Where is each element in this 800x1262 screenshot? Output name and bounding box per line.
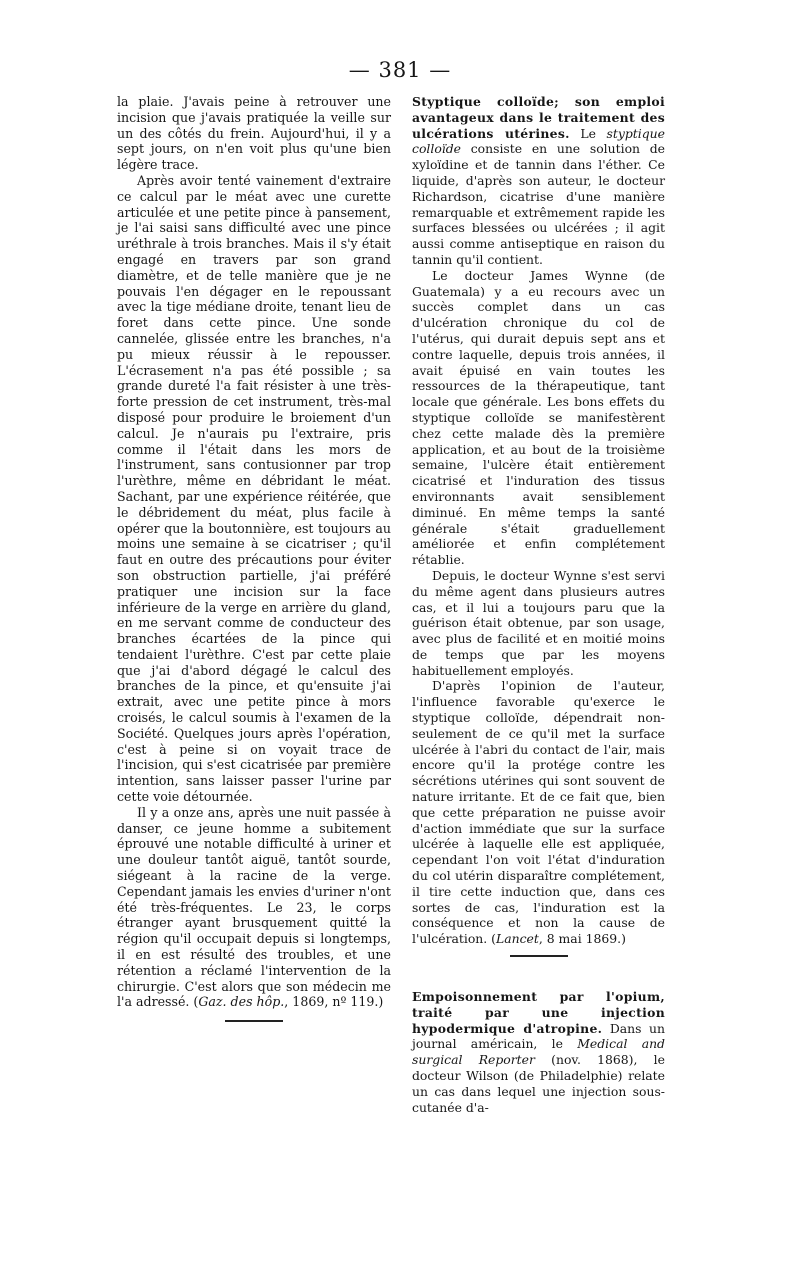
paragraph: Après avoir tenté vainement d'extraire ce calcul par le méat avec une curette articulée et une petite pince à pansement, je l'ai saisi sans difficulté avec une pince uréthrale à trois branches. Mais il s'y était engagé en travers par son grand diamètre, et de telle manière que je ne pouvais l'en dégager en le repoussant avec la tige médiane droite, tenant lieu de foret dans cette pince. Une sonde cannelée, glissée entre les branches, n'a pu mieux réussir à le repousser. L'écrasement n'a pas été possible ; sa grande dureté l'a fait résister à une très-forte pression de cet instrument, très-mal disposé pour produire le broiement d'un calcul. Je n'aurais pu l'extraire, pris comme il l'était dans les mors de l'instrument, sans contusionner par trop l'urèthre, même en débridant le méat. Sachant, par une expérience réitérée, que le débridement du méat, plus facile à opérer que la boutonnière, est toujours au moins une semaine à se cicatriser ; qu'il faut en outre des précautions pour éviter son obstruction partielle, j'ai préféré pratiquer une incision sur la face inférieure de la verge en arrière du gland, en me servant comme de conducteur des branches écartées de la pince qui tendaient l'urèthre. C'est par cette plaie que j'ai d'abord dégagé le calcul des branches de la pince, et qu'ensuite j'ai extrait, avec une petite pince à mors croisés, le calcul soumis à l'examen de la Société. Quelques jours après l'opération, c'est à peine si on voyait trace de l'incision, qui s'est cicatrisée par première intention, sans laisser passer l'urine par cette voie détournée. — [117, 172, 391, 805]
lead-text: Dans un journal américain, le — [412, 1020, 665, 1052]
citation-details: , 8 mai 1869.) — [538, 931, 626, 947]
product-name: styptique colloïde — [412, 125, 665, 157]
lead-text: consiste en une solution de xyloïdine et de tannin dans l'éther. Ce liquide, d'après son auteur, le docteur Richardson, cicatrise d'une manière remarquable et extrêmement rapide les surfaces blessées ou ulcérées ; il agit aussi comme antiseptique en raison du tannin qu'il contient. — [412, 141, 665, 267]
paragraph-text: Il y a onze ans, après une nuit passée à danser, ce jeune homme a subitement éprouvé une notable difficulté à uriner et une douleur tantôt aiguë, tantôt sourde, siégeant à la racine de la verge. Cependant jamais les envies d'uriner n'ont été très-fréquentes. Le 23, le corps étranger ayant brusquement quitté la région qu'il occupait depuis si longtemps, il en est résulté des troubles, et une rétention a réclamé l'intervention de la chirurgie. C'est alors que son médecin me l'a adressé. ( — [117, 804, 391, 1010]
page-number: — 381 — — [348, 58, 452, 82]
paragraph: Depuis, le docteur Wynne s'est servi du même agent dans plusieurs autres cas, et il lui a toujours paru que la guérison était obtenue, par son usage, avec plus de facilité et en moitié moins de temps que par les moyens habituellement employés. — [412, 567, 665, 678]
section-divider — [510, 955, 568, 957]
paragraph: la plaie. J'avais peine à retrouver une incision que j'avais pratiquée la veille sur un des côtés du frein. Aujourd'hui, il y a sept jours, on n'en voit plus qu'une bien légère trace. — [117, 94, 391, 173]
citation-details: , 1869, nº 119.) — [284, 994, 384, 1010]
journal-name: Medical and surgical Reporter — [412, 1036, 665, 1068]
lead-text: Le — [569, 125, 607, 141]
article-empoisonnement — [412, 989, 665, 1115]
article-lead — [412, 989, 665, 1115]
article-title: Styptique colloïde; son emploi avantageux dans le traitement des ulcérations utérines. — [412, 94, 665, 141]
article-lead — [412, 94, 665, 268]
left-column — [117, 94, 391, 1022]
citation-source: Gaz. des hôp. — [198, 994, 285, 1010]
section-divider — [225, 1020, 283, 1022]
paragraph-with-citation — [412, 678, 665, 947]
paragraph-text: D'après l'opinion de l'auteur, l'influence favorable qu'exerce le styptique colloïde, dépendrait non-seulement de ce qu'il met la surface ulcérée à l'abri du contact de l'air, mais encore qu'il la protége contre les sécrétions utérines qui sont souvent de nature irritante. Et de ce fait que, bien que cette préparation ne puisse avoir d'action immédiate que sur la surface ulcérée à laquelle elle est appliquée, cependant l'on voit l'état d'induration du col utérin disparaître complétement, il tire cette induction que, dans ces sortes de cas, l'induration est la conséquence et non la cause de l'ulcération. ( — [412, 678, 665, 947]
lead-text: (nov. 1868), le docteur Wilson (de Philadelphie) relate un cas dans lequel une injection sous-cutanée d'a- — [412, 1052, 665, 1115]
paragraph: Le docteur James Wynne (de Guatemala) y a eu recours avec un succès complet dans un cas d'ulcération chronique du col de l'utérus, qui durait depuis sept ans et contre laquelle, depuis trois années, il avait épuisé en vain toutes les ressources de la thérapeutique, tant locale que générale. Les bons effets du styptique colloïde se manifestèrent chez cette malade dès la première application, et au bout de la troisième semaine, l'ulcère était entièrement cicatrisé et l'induration des tissus environnants avait sensiblement diminué. En même temps la santé générale s'était graduellement améliorée et enfin complétement rétablie. — [412, 267, 665, 568]
paragraph-with-citation — [117, 805, 391, 1010]
citation-source: Lancet — [496, 931, 539, 947]
right-column — [412, 94, 665, 1115]
article-styptique — [412, 94, 665, 947]
article-title: Empoisonnement par l'opium, traité par une injection hypodermique d'atropine. — [412, 989, 665, 1036]
